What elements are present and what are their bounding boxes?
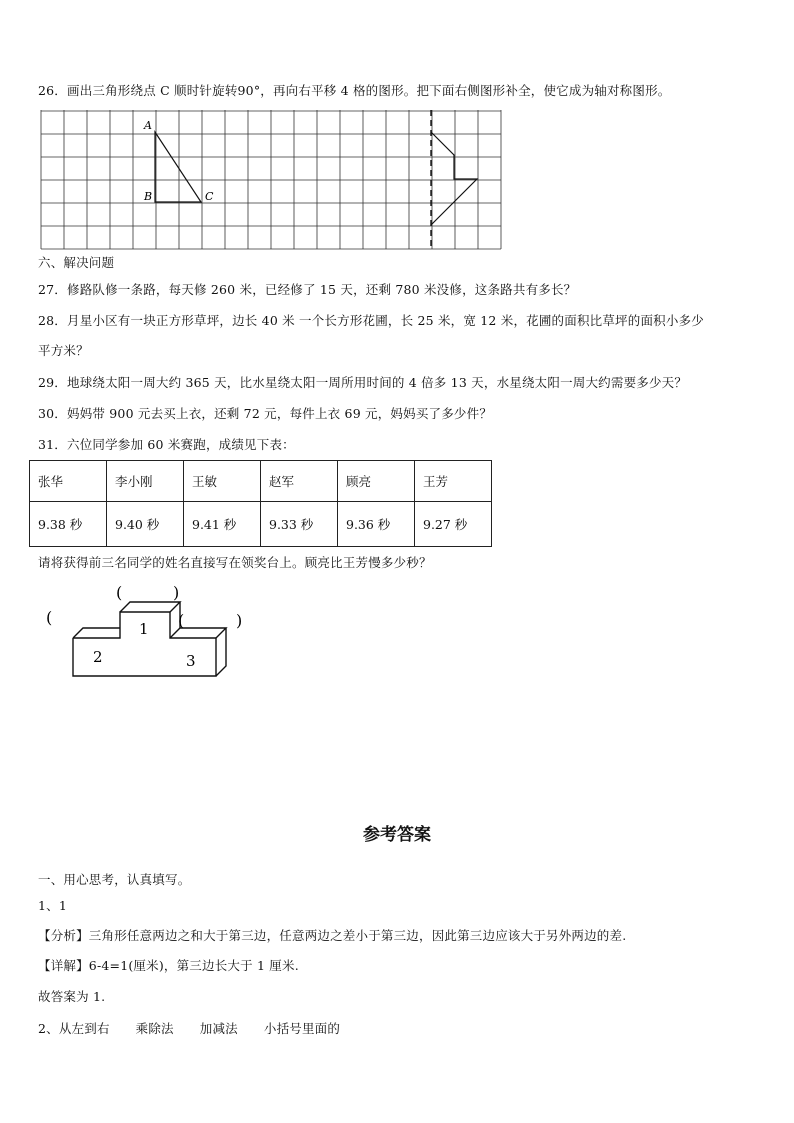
question-26: 26．画出三角形绕点 C 顺时针旋转90°，再向右平移 4 格的图形。把下面右侧图形补全，使它成为轴对称图形。	[38, 83, 671, 98]
table-cell: 9.38 秒	[30, 502, 107, 547]
podium-paren-right-close: )	[236, 611, 243, 630]
answer-1: 1、1	[38, 898, 68, 913]
half-figure	[431, 132, 477, 225]
podium-rank-1: 1	[139, 620, 149, 638]
answer-2-part: 小括号里面的	[263, 1021, 341, 1036]
table-cell: 赵军	[261, 461, 338, 502]
question-30: 30．妈妈带 900 元去买上衣，还剩 72 元，每件上衣 69 元，妈妈买了多少件？	[38, 406, 493, 421]
podium-paren-top-open: (	[116, 583, 123, 602]
podium-rank-3: 3	[186, 652, 196, 670]
grid-lines	[41, 110, 501, 249]
table-cell: 王敏	[184, 461, 261, 502]
podium-paren-right-open: (	[178, 611, 185, 630]
podium-paren-left-open: (	[46, 608, 53, 627]
question-31-followup: 请将获得前三名同学的姓名直接写在领奖台上。顾亮比王芳慢多少秒？	[38, 555, 432, 570]
answer-1-detail: 【详解】6-4=1(厘米)，第三边长大于 1 厘米.	[38, 958, 299, 973]
label-c: C	[205, 190, 214, 203]
podium-rank-2: 2	[93, 648, 103, 666]
answer-2-part: 加减法	[199, 1021, 238, 1036]
question-29: 29．地球绕太阳一周大约 365 天，比水星绕太阳一周所用时间的 4 倍多 13 天，水星绕太阳一周大约需要多少天？	[38, 375, 688, 390]
triangle-abc	[155, 132, 201, 202]
table-cell: 王芳	[415, 461, 492, 502]
table-cell: 9.33 秒	[261, 502, 338, 547]
label-a: A	[144, 119, 152, 132]
table-row-times	[30, 502, 492, 547]
table-cell: 9.40 秒	[107, 502, 184, 547]
race-table	[29, 460, 492, 547]
table-cell: 9.36 秒	[338, 502, 415, 547]
answer-2-part: 乘除法	[135, 1021, 174, 1036]
section-heading: 六、解决问题	[38, 255, 115, 270]
podium-figure	[40, 578, 260, 690]
question-28-line2: 平方米？	[38, 343, 89, 358]
table-cell: 顾亮	[338, 461, 415, 502]
table-cell: 张华	[30, 461, 107, 502]
question-28-line1: 28．月星小区有一块正方形草坪，边长 40 米 一个长方形花圃，长 25 米，宽 12 米，花圃的面积比草坪的面积小多少	[38, 313, 704, 328]
table-cell: 9.41 秒	[184, 502, 261, 547]
table-cell: 李小刚	[107, 461, 184, 502]
answer-2	[38, 1021, 340, 1037]
answer-1-conclusion: 故答案为 1.	[38, 989, 106, 1004]
question-27: 27．修路队修一条路，每天修 260 米，已经修了 15 天，还剩 780 米没修，这条路共有多长？	[38, 282, 577, 297]
label-b: B	[144, 190, 153, 203]
answer-title: 参考答案	[363, 825, 431, 845]
answer-section-1: 一、用心思考，认真填写。	[38, 872, 191, 887]
podium-paren-top-close: )	[173, 583, 180, 602]
grid-figure	[40, 110, 502, 250]
question-31: 31．六位同学参加 60 米赛跑，成绩见下表：	[38, 437, 295, 452]
table-row-names	[30, 461, 492, 502]
answer-2-prefix: 2、从左到右	[38, 1021, 110, 1036]
table-cell: 9.27 秒	[415, 502, 492, 547]
answer-1-analysis: 【分析】三角形任意两边之和大于第三边，任意两边之差小于第三边，因此第三边应该大于另外两边的差.	[38, 928, 627, 943]
